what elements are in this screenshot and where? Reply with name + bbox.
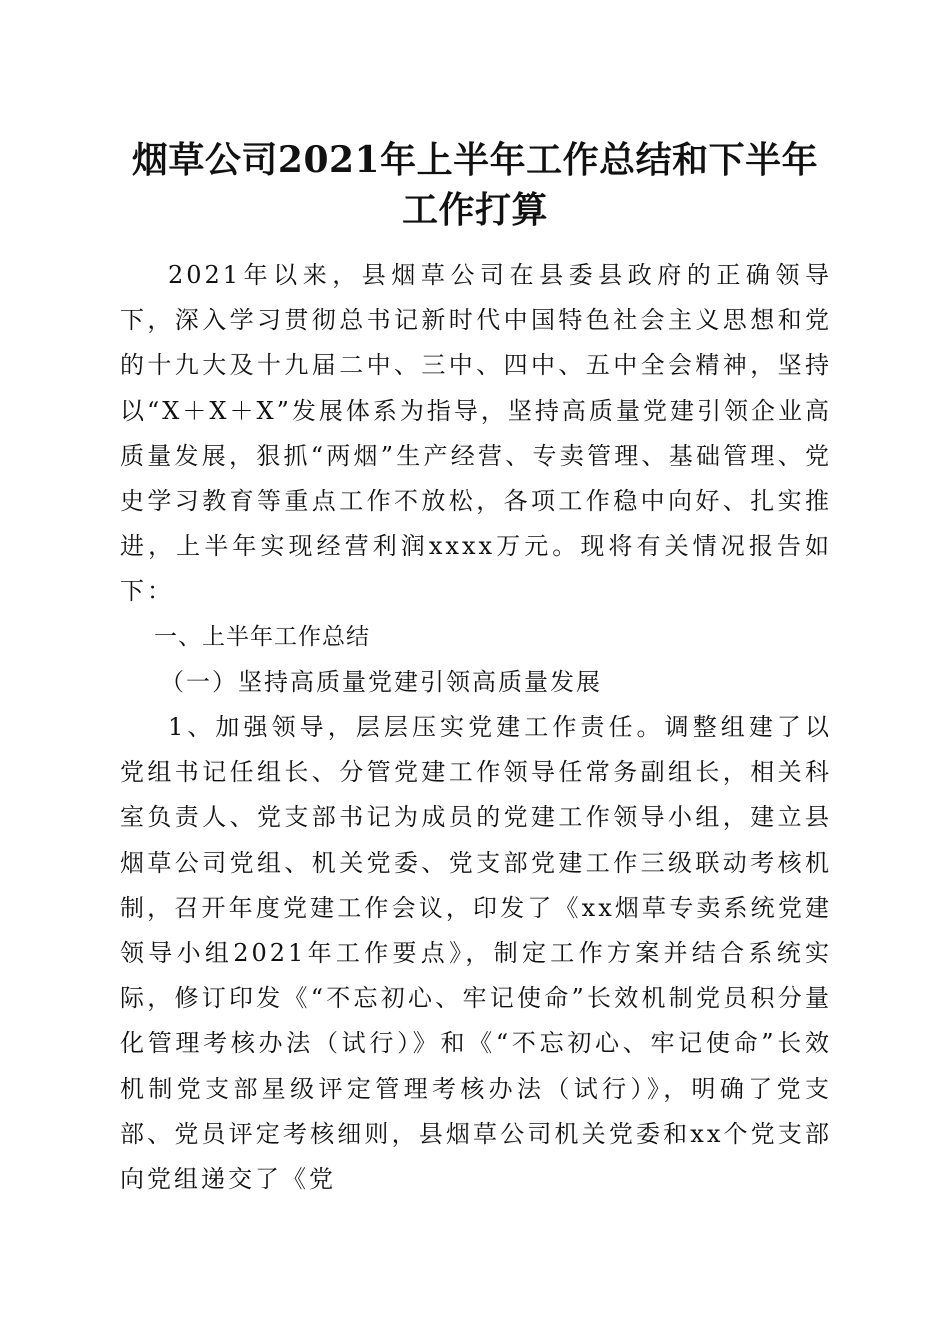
document-title: 烟草公司2021年上半年工作总结和下半年工作打算 (131, 139, 819, 231)
section-heading-first-half-summary: 一、上半年工作总结 (154, 623, 370, 650)
intro-paragraph: 2021年以来，县烟草公司在县委县政府的正确领导下，深入学习贯彻总书记新时代中国特色社会主义思想和党的十九大及十九届二中、三中、四中、五中全会精神，坚持以“X＋X＋X”发展体系为指导，坚持高质量党建引领企业高质量发展，狠抓“两烟”生产经营、专卖管理、基础管理、党史学习教育等重点工作不放松，各项工作稳中向好、扎实推进，上半年实现经营利润xxxx万元。现将有关情况报告如下： (120, 261, 832, 606)
subsection-heading-party-building: （一）坚持高质量党建引领高质量发展 (160, 667, 602, 696)
item-paragraph-strengthen-leadership: 1、加强领导，层层压实党建工作责任。调整组建了以党组书记任组长、分管党建工作领导任常务副组长，相关科室负责人、党支部书记为成员的党建工作领导小组，建立县烟草公司党组、机关党委、党支部党建工作三级联动考核机制，召开年度党建工作会议，印发了《xx烟草专卖系统党建领导小组2021年工作要点》，制定工作方案并结合系统实际，修订印发《“不忘初心、牢记使命”长效机制党员积分量化管理考核办法（试行）》和《“不忘初心、牢记使命”长效机制党支部星级评定管理考核办法（试行）》，明确了党支部、党员评定考核细则，县烟草公司机关党委和xx个党支部向党组递交了《党 (120, 713, 832, 1194)
document-body (120, 253, 832, 1202)
